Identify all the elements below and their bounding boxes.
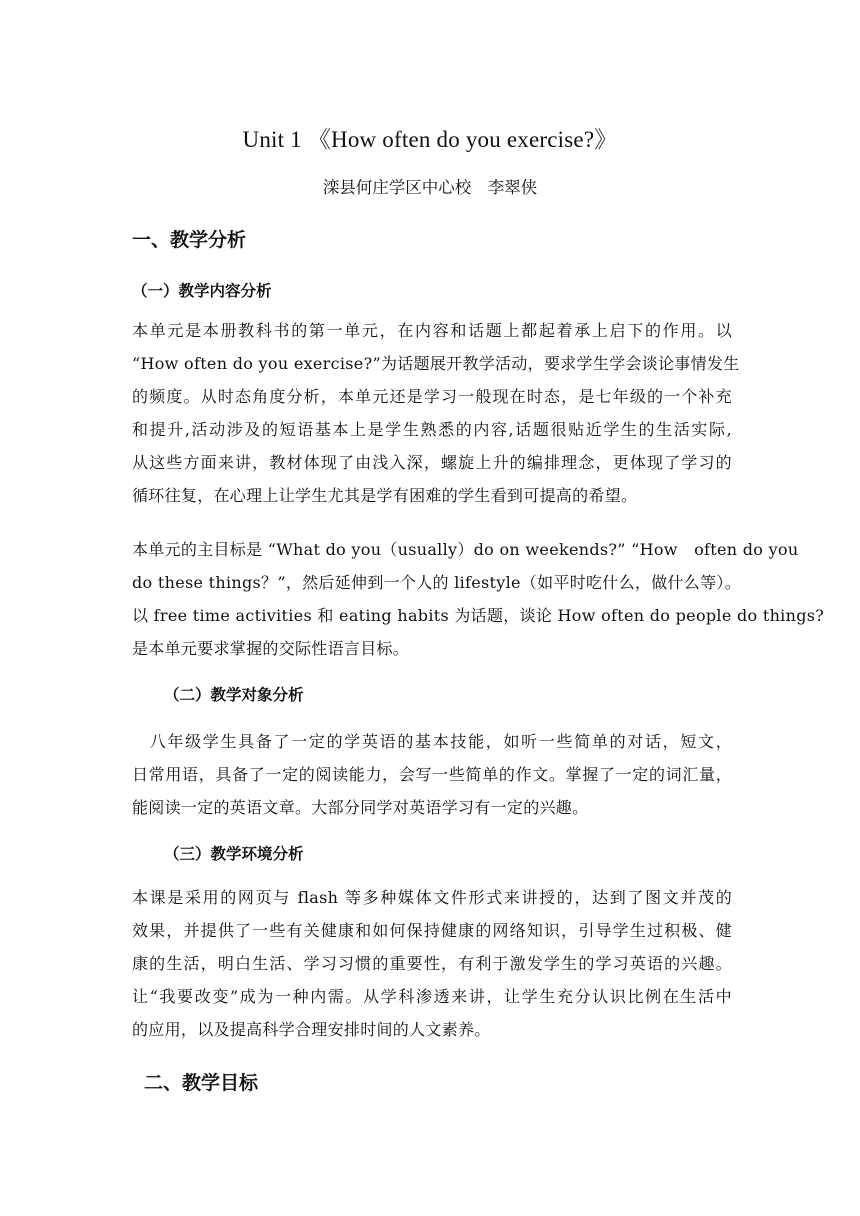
paragraph-line: do these things？”，然后延伸到一个人的 lifestyle（如平时吃什么，做什么等）。 [132, 573, 741, 592]
paragraph-line: 本单元是本册教科书的第一单元，在内容和话题上都起着承上启下的作用。以 [132, 321, 732, 340]
document-title: Unit 1 《How often do you exercise?》 [242, 127, 618, 152]
paragraph-line: 效果，并提供了一些有关健康和如何保持健康的网络知识，引导学生过积极、健 [132, 921, 732, 940]
paragraph-line: 的应用，以及提高科学合理安排时间的人文素养。 [132, 1020, 491, 1039]
paragraph-line: 八年级学生具备了一定的学英语的基本技能，如听一些简单的对话，短文， [132, 732, 732, 751]
paragraph-line: 本课是采用的网页与 flash 等多种媒体文件形式来讲授的，达到了图文并茂的 [132, 888, 732, 907]
subsection-heading-environment: （三）教学环境分析 [164, 845, 304, 863]
paragraph-line: 以 free time activities 和 eating habits 为话题，谈论 How often do people do things? [132, 606, 825, 625]
subsection-heading-learners: （二）教学对象分析 [164, 686, 304, 704]
paragraph-line: 本单元的主目标是 “What do you（usually）do on weekends?” “How often do you [132, 540, 799, 559]
paragraph-line: 康的生活，明白生活、学习习惯的重要性，有利于激发学生的学习英语的兴趣。 [132, 954, 732, 973]
paragraph-line: 从这些方面来讲，教材体现了由浅入深，螺旋上升的编排理念，更体现了学习的 [132, 453, 732, 472]
paragraph-line: “How often do you exercise?”为话题展开教学活动，要求学生学会谈论事情发生 [132, 354, 740, 373]
paragraph-line: 的频度。从时态角度分析，本单元还是学习一般现在时态，是七年级的一个补充 [132, 387, 732, 406]
section-heading-objectives: 二、教学目标 [144, 1072, 259, 1094]
paragraph-line: 是本单元要求掌握的交际性语言目标。 [132, 639, 410, 658]
section-heading-analysis: 一、教学分析 [132, 229, 247, 251]
paragraph-line: 循环往复，在心理上让学生尤其是学有困难的学生看到可提高的希望。 [132, 486, 638, 505]
paragraph-line: 让“我要改变”成为一种内需。从学科渗透来讲，让学生充分认识比例在生活中 [132, 987, 732, 1006]
paragraph-line: 和提升,活动涉及的短语基本上是学生熟悉的内容,话题很贴近学生的生活实际, [132, 420, 732, 439]
paragraph-line: 日常用语，具备了一定的阅读能力，会写一些简单的作文。掌握了一定的词汇量， [132, 765, 732, 784]
document-author: 滦县何庄学区中心校 李翠侠 [322, 178, 538, 197]
paragraph-line: 能阅读一定的英语文章。大部分同学对英语学习有一定的兴趣。 [132, 798, 589, 817]
subsection-heading-content: （一）教学内容分析 [132, 282, 272, 300]
